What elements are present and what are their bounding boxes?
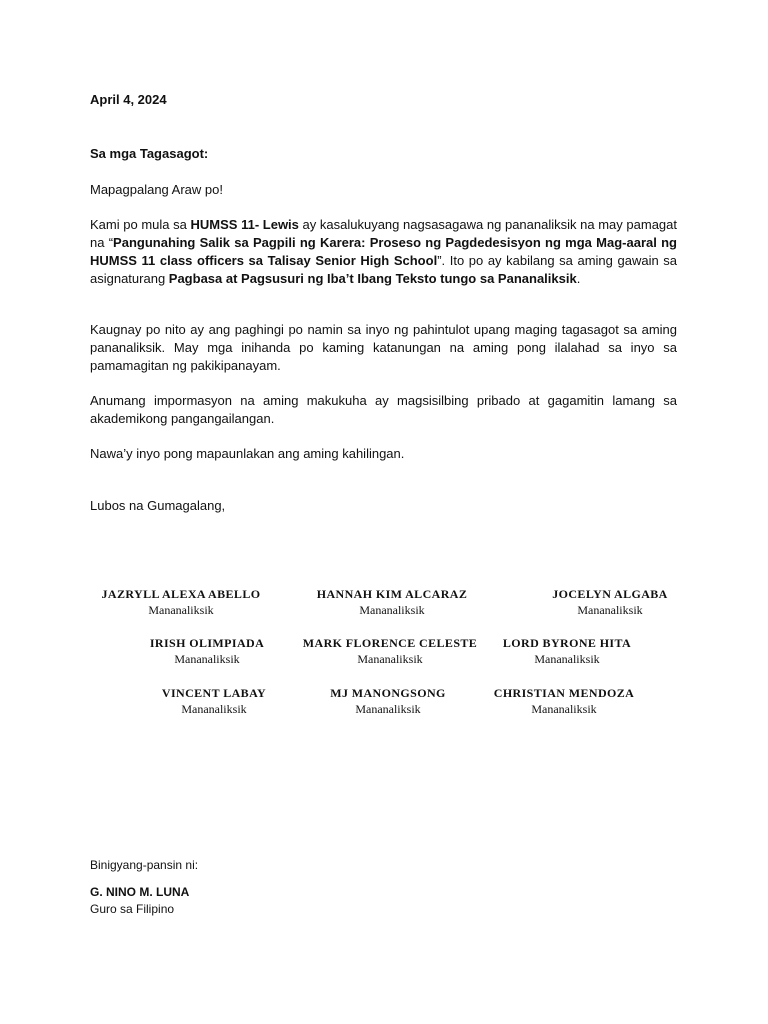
signature-block (496, 636, 638, 667)
intro-text-2: ay kasalukuyang nagsasagawa ng pananaliksik na may pamagat na “ (90, 217, 677, 250)
signature-block (330, 686, 446, 717)
researcher-role: Mananaliksik (531, 702, 597, 716)
researcher-role: Mananaliksik (534, 652, 600, 666)
intro-text-4: . (576, 271, 581, 286)
researcher-role: Mananaliksik (355, 702, 421, 716)
salutation: Sa mga Tagasagot: (90, 146, 209, 161)
adviser-name: G. NINO M. LUNA (90, 885, 190, 899)
researcher-name: MARK FLORENCE CELESTE (302, 636, 478, 650)
section-name: HUMSS 11- Lewis (190, 217, 299, 232)
researcher-name: JAZRYLL ALEXA ABELLO (101, 587, 261, 601)
signature-block (140, 636, 274, 667)
researcher-name: IRISH OLIMPIADA (149, 636, 265, 650)
researcher-name: LORD BYRONE HITA (502, 636, 632, 650)
research-title: Pangunahing Salik sa Pagpili ng Karera: Proseso ng Pagdedesisyon ng mga Mag-aaral ng HUMSS 11 class officers sa Talisay Senior High School (90, 235, 677, 268)
researcher-role: Mananaliksik (174, 652, 240, 666)
noted-by-label: Binigyang-pansin ni: (90, 858, 199, 872)
opening-line: Mapagpalang Araw po! (90, 182, 223, 197)
researcher-name: JOCELYN ALGABA (552, 587, 668, 601)
intro-text-3: ”. Ito po ay kabilang sa aming gawain sa asignaturang (90, 253, 678, 286)
researcher-role: Mananaliksik (577, 603, 643, 617)
signature-block (88, 587, 274, 618)
paragraph-privacy: Anumang impormasyon na aming makukuha ay magsisilbing pribado at gagamitin lamang sa akademikong pangangailangan. (90, 393, 677, 426)
researcher-role: Mananaliksik (359, 603, 425, 617)
signature-block (300, 587, 484, 618)
adviser-role: Guro sa Filipino (90, 902, 175, 916)
researcher-name: VINCENT LABAY (161, 686, 267, 700)
researcher-name: CHRISTIAN MENDOZA (493, 686, 635, 700)
complimentary-close: Lubos na Gumagalang, (90, 498, 226, 513)
signature-block (486, 686, 642, 717)
signature-block (530, 587, 690, 618)
researcher-role: Mananaliksik (148, 603, 214, 617)
signature-block (294, 636, 486, 667)
researcher-name: HANNAH KIM ALCARAZ (316, 587, 468, 601)
researcher-role: Mananaliksik (181, 702, 247, 716)
researcher-role: Mananaliksik (357, 652, 423, 666)
paragraph-request: Kaugnay po nito ay ang paghingi po namin sa inyo ng pahintulot upang maging tagasagot sa aming pananaliksik. May mga inihanda po kaming katanungan na aming pong ilalahad sa inyo sa pamamagitan ng pakikipanayam. (90, 322, 677, 373)
researcher-name: MJ MANONGSONG (330, 686, 446, 700)
signature-block (148, 686, 280, 717)
letter-date: April 4, 2024 (90, 92, 167, 107)
paragraph-hope: Nawa’y inyo pong mapaunlakan ang aming kahilingan. (90, 446, 405, 461)
subject-name: Pagbasa at Pagsusuri ng Iba’t Ibang Teksto tungo sa Pananaliksik (168, 271, 577, 286)
intro-text-1: Kami po mula sa (90, 217, 191, 232)
paragraph-intro (90, 216, 677, 288)
